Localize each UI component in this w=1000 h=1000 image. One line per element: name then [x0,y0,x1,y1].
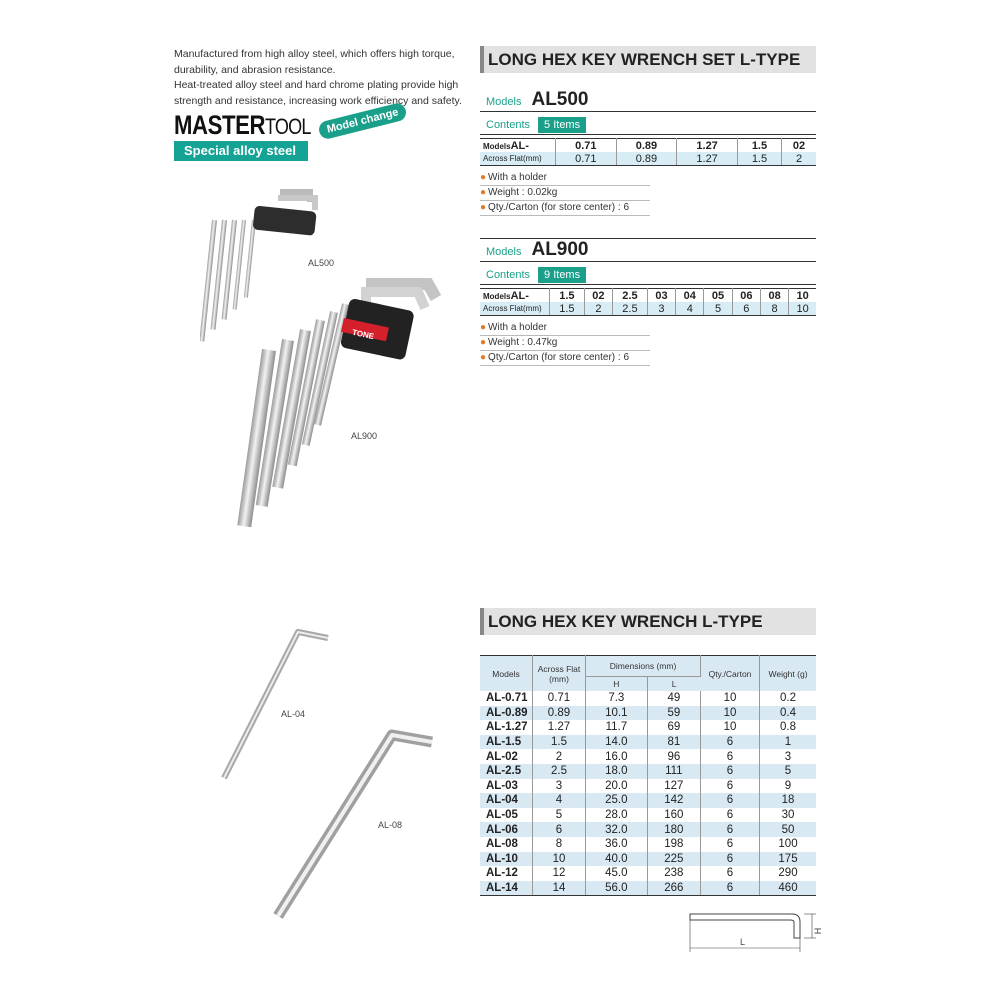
table-row [480,764,816,779]
flat-cell: 5 [533,808,586,823]
table-row [480,706,816,721]
al500-image [200,192,317,342]
flat-cell: 2 [533,749,586,764]
flat-cell: 1.5 [550,302,585,316]
flat-cell: 0.71 [556,152,617,166]
model-cell: 02 [782,139,817,153]
qty-cell: 6 [701,779,760,794]
model-cell: AL-02 [480,749,533,764]
model-cell: 1.27 [677,139,738,153]
model-cell: AL-1.5 [480,735,533,750]
weight-cell: 460 [760,881,817,896]
flat-cell: 3 [647,302,675,316]
l-cell: 225 [647,852,700,867]
flat-cell: 4 [676,302,704,316]
single-photos [210,620,450,930]
special-alloy-tag: Special alloy steel [174,141,308,161]
al04-image [224,632,328,778]
table-row [480,822,816,837]
flat-cell: 8 [760,302,788,316]
l-cell: 127 [647,779,700,794]
h-cell: 25.0 [586,793,648,808]
flat-cell: 1.5 [737,152,781,166]
l-cell: 180 [647,822,700,837]
l-cell: 142 [647,793,700,808]
qty-cell: 6 [701,837,760,852]
weight-cell: 5 [760,764,817,779]
model-cell: AL-03 [480,779,533,794]
qty-cell: 6 [701,735,760,750]
table-header-models: ModelsAL- [480,289,550,303]
qty-cell: 6 [701,808,760,823]
model-cell: 1.5 [737,139,781,153]
model-cell: 05 [704,289,732,303]
model-cell: AL-08 [480,837,533,852]
al08-image [278,735,432,916]
l-cell: 198 [647,837,700,852]
col-qty: Qty./Carton [701,656,760,692]
model-cell: 04 [676,289,704,303]
single-spec-table [480,655,816,896]
h-cell: 10.1 [586,706,648,721]
model-cell: 08 [760,289,788,303]
qty-cell: 6 [701,764,760,779]
model-cell: AL-2.5 [480,764,533,779]
table-header-flat: Across Flat(mm) [480,152,556,166]
weight-cell: 30 [781,809,795,822]
flat-cell: 6 [533,822,586,837]
weight-cell: 0.8 [780,721,796,734]
flat-cell: 1.27 [533,720,586,735]
diagram-l-label: L [740,937,746,947]
al500-model: AL500 [531,89,589,110]
weight-cell: 0.2 [780,692,796,705]
col-weight: Weight (g) [760,656,817,692]
bullet-item: ● Weight : 0.47kg [480,336,650,351]
h-cell: 14.0 [586,735,648,750]
table-row [480,793,816,808]
weight-cell: 0.4 [760,706,817,721]
h-cell: 18.0 [586,764,648,779]
weight-cell: 50 [760,822,817,837]
intro-line: durability, and abrasion resistance. [174,63,336,76]
set-photos [200,180,460,540]
bullet-item: ● With a holder [480,321,650,336]
col-models: Models [480,656,533,692]
flat-cell: 0.89 [533,706,586,721]
table-row [480,866,816,881]
weight-cell: 18 [760,793,817,808]
weight-cell: 3 [784,750,792,763]
table-header-flat: Across Flat(mm) [480,302,550,316]
table-row [480,749,816,764]
qty-cell: 10 [701,706,760,721]
h-cell: 28.0 [586,808,648,823]
flat-cell: 6 [732,302,760,316]
flat-cell: 2 [584,302,612,316]
weight-cell: 9 [784,779,792,792]
qty-cell: 6 [701,881,760,896]
set-title: LONG HEX KEY WRENCH SET L-TYPE [480,46,816,73]
al500-contents-row [480,114,816,135]
model-cell: AL-0.89 [480,706,533,721]
table-row [480,852,816,867]
al500-items-tag: 5 Items [538,117,586,133]
al900-contents-row [480,264,816,285]
flat-cell: 1.27 [677,152,738,166]
h-cell: 40.0 [586,852,648,867]
flat-cell: 0.71 [533,691,586,706]
model-cell: AL-1.27 [480,720,533,735]
model-cell: AL-05 [480,808,533,823]
l-cell: 59 [647,706,700,721]
intro-text [174,47,474,109]
flat-cell: 2.5 [613,302,648,316]
h-cell: 32.0 [586,822,648,837]
col-dims: Dimensions (mm) [586,656,701,677]
flat-cell: 8 [533,837,586,852]
h-cell: 36.0 [586,837,648,852]
bullet-item: ● With a holder [480,171,650,186]
dimension-diagram [684,908,824,956]
intro-line: Manufactured from high alloy steel, which offers high torque, [174,48,455,60]
flat-cell: 2 [782,152,817,166]
table-row [480,808,816,823]
model-cell: 0.71 [556,139,617,153]
model-cell: AL-06 [480,822,533,837]
bullet-item: ● Qty./Carton (for store center) : 6 [480,351,650,366]
qty-cell: 10 [701,720,760,735]
bullet-item: ● Weight : 0.02kg [480,186,650,201]
al500-model-row [480,89,816,112]
al900-bullets [480,321,650,366]
diagram-h-label: H [812,927,823,935]
weight-cell: 290 [778,867,798,880]
flat-cell: 14 [533,881,586,896]
al900-caption: AL900 [351,431,378,441]
model-cell: AL-10 [480,852,533,867]
h-cell: 20.0 [586,779,648,794]
flat-cell: 1.5 [533,735,586,750]
l-cell: 81 [647,735,700,750]
model-cell: 10 [789,289,816,303]
al900-model-row [480,238,816,262]
flat-cell: 10 [789,302,816,316]
h-cell: 56.0 [586,881,648,896]
qty-cell: 6 [701,793,760,808]
h-cell: 7.3 [586,691,648,706]
weight-cell: 175 [760,852,817,867]
flat-cell: 4 [533,793,586,808]
model-cell: AL-0.71 [480,691,533,706]
col-h: H [586,677,648,692]
model-cell: 0.89 [616,139,677,153]
qty-cell: 6 [701,866,760,881]
table-row [480,779,816,794]
l-cell: 238 [647,866,700,881]
l-cell: 49 [647,691,700,706]
h-cell: 45.0 [586,866,648,881]
l-cell: 266 [647,881,700,896]
intro-line: Heat-treated alloy steel and hard chrome plating provide high [174,79,459,91]
flat-cell: 10 [533,852,586,867]
tone-logo: TONE [351,327,375,342]
al500-spec-table [480,138,816,166]
model-cell: 06 [732,289,760,303]
model-cell: 03 [647,289,675,303]
qty-cell: 6 [701,749,760,764]
l-cell: 160 [647,808,700,823]
wrench-outline [690,914,800,938]
models-label: Models [486,96,522,108]
al500-caption: AL500 [308,258,335,268]
model-cell: 1.5 [550,289,585,303]
al900-spec-table [480,288,816,316]
al900-image [237,284,436,527]
weight-cell: 1 [760,735,817,750]
model-cell: 02 [584,289,612,303]
intro-line: strength and resistance, increasing work efficiency and safety. [174,94,462,107]
model-cell: 2.5 [613,289,648,303]
l-cell: 96 [647,749,700,764]
brand-master: MASTER [174,110,266,140]
contents-label: Contents [486,269,531,281]
l-cell: 69 [647,720,700,735]
qty-cell: 6 [701,822,760,837]
model-change-badge: Model change [317,101,408,140]
table-row [480,735,816,750]
table-row [480,881,816,896]
al900-items-tag: 9 Items [538,267,586,283]
weight-cell: 100 [778,838,798,851]
single-table-body [480,691,816,896]
table-row [480,691,816,706]
al900-model: AL900 [531,239,589,260]
table-row [480,837,816,852]
single-title: LONG HEX KEY WRENCH L-TYPE [480,608,816,635]
model-cell: AL-14 [480,881,533,896]
flat-cell: 12 [533,866,586,881]
col-l: L [647,677,700,692]
qty-cell: 10 [701,691,760,706]
brand-tool: TOOL [265,114,311,139]
model-cell: AL-12 [480,866,533,881]
table-row [480,720,816,735]
bullet-item: ● Qty./Carton (for store center) : 6 [480,201,650,216]
flat-cell: 0.89 [616,152,677,166]
al08-caption: AL-08 [378,820,403,830]
brand-logo [174,110,341,141]
al04-caption: AL-04 [281,709,306,719]
flat-cell: 3 [533,779,586,794]
h-cell: 11.7 [586,720,648,735]
flat-cell: 5 [704,302,732,316]
model-cell: AL-04 [480,793,533,808]
col-flat: Across Flat (mm) [533,656,586,692]
l-cell: 111 [647,764,700,779]
qty-cell: 6 [701,852,760,867]
contents-label: Contents [486,119,531,131]
models-label: Models [486,246,522,258]
h-cell: 16.0 [586,749,648,764]
al500-bullets [480,171,650,216]
table-header-models: ModelsAL- [480,139,556,153]
flat-cell: 2.5 [533,764,586,779]
